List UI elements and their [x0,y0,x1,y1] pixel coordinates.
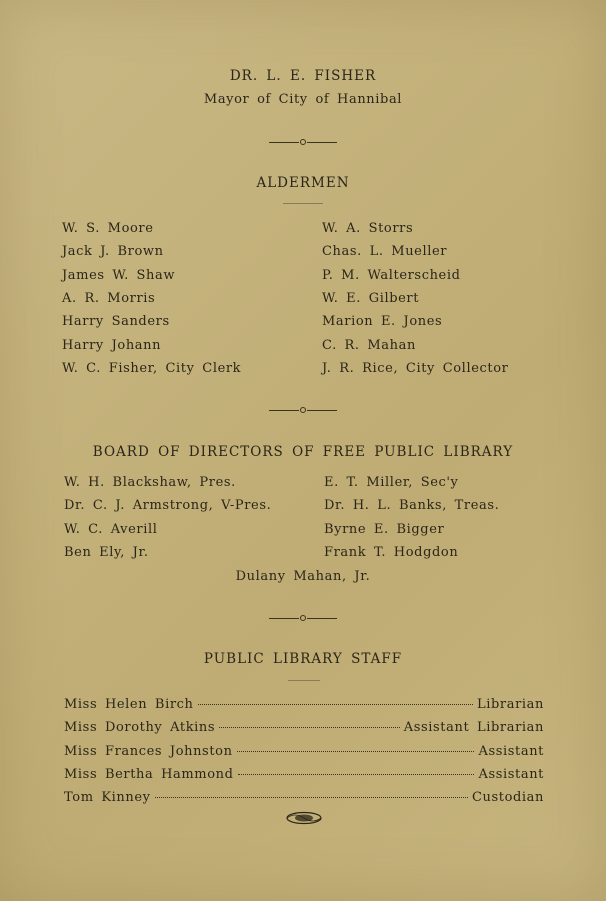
board-member-left: W. H. Blackshaw, Pres. [64,475,236,490]
staff-row [64,720,544,735]
alderman-left: W. S. Moore [62,221,154,236]
alderman-left: W. C. Fisher, City Clerk [62,361,242,376]
board-member-right: Dr. H. L. Banks, Treas. [324,498,500,513]
staff-row [64,697,544,712]
alderman-right: C. R. Mahan [322,338,416,353]
alderman-right: W. A. Storrs [322,221,414,236]
staff-name: Miss Bertha Hammond [64,767,234,782]
staff-name: Miss Dorothy Atkins [64,720,216,735]
mayor-name: DR. L. E. FISHER [229,68,377,84]
staff-name: Miss Frances Johnston [64,744,233,759]
divider-ornament [0,137,606,147]
board-member-center: Dulany Mahan, Jr. [235,569,371,584]
board-member-left: Ben Ely, Jr. [64,545,149,560]
staff-role: Librarian [477,697,544,712]
aldermen-heading: ALDERMEN [256,175,350,191]
staff-role: Assistant Librarian [403,720,544,735]
staff-row [64,790,544,805]
staff-row [64,767,544,782]
divider-ornament [0,405,606,415]
staff-name: Tom Kinney [64,790,151,805]
staff-row [64,744,544,759]
board-heading: BOARD OF DIRECTORS OF FREE PUBLIC LIBRARY [92,444,514,460]
staff-role: Assistant [478,744,544,759]
board-member-left: W. C. Averill [64,522,158,537]
staff-role: Assistant [478,767,544,782]
heading-underline [283,203,323,204]
alderman-left: Jack J. Brown [62,244,164,259]
staff-name: Miss Helen Birch [64,697,194,712]
alderman-right: P. M. Walterscheid [322,268,461,283]
alderman-left: Harry Johann [62,338,162,353]
board-member-right: E. T. Miller, Sec'y [324,475,459,490]
leader-dots [198,704,474,705]
alderman-left: James W. Shaw [62,268,176,283]
divider-ornament [0,613,606,623]
leader-dots [237,751,475,752]
alderman-right: Chas. L. Mueller [322,244,448,259]
staff-heading: PUBLIC LIBRARY STAFF [203,651,403,667]
leader-dots [155,797,468,798]
alderman-right: Marion E. Jones [322,314,443,329]
board-member-right: Frank T. Hodgdon [324,545,459,560]
leader-dots [219,727,400,728]
alderman-left: A. R. Morris [62,291,156,306]
board-member-right: Byrne E. Bigger [324,522,445,537]
alderman-right: W. E. Gilbert [322,291,420,306]
leader-dots [238,774,475,775]
flourish-ornament-icon [285,811,323,825]
mayor-title: Mayor of City of Hannibal [203,92,403,107]
alderman-right: J. R. Rice, City Collector [322,361,509,376]
heading-underline [288,680,320,681]
board-member-left: Dr. C. J. Armstrong, V-Pres. [64,498,272,513]
staff-role: Custodian [471,790,544,805]
alderman-left: Harry Sanders [62,314,170,329]
